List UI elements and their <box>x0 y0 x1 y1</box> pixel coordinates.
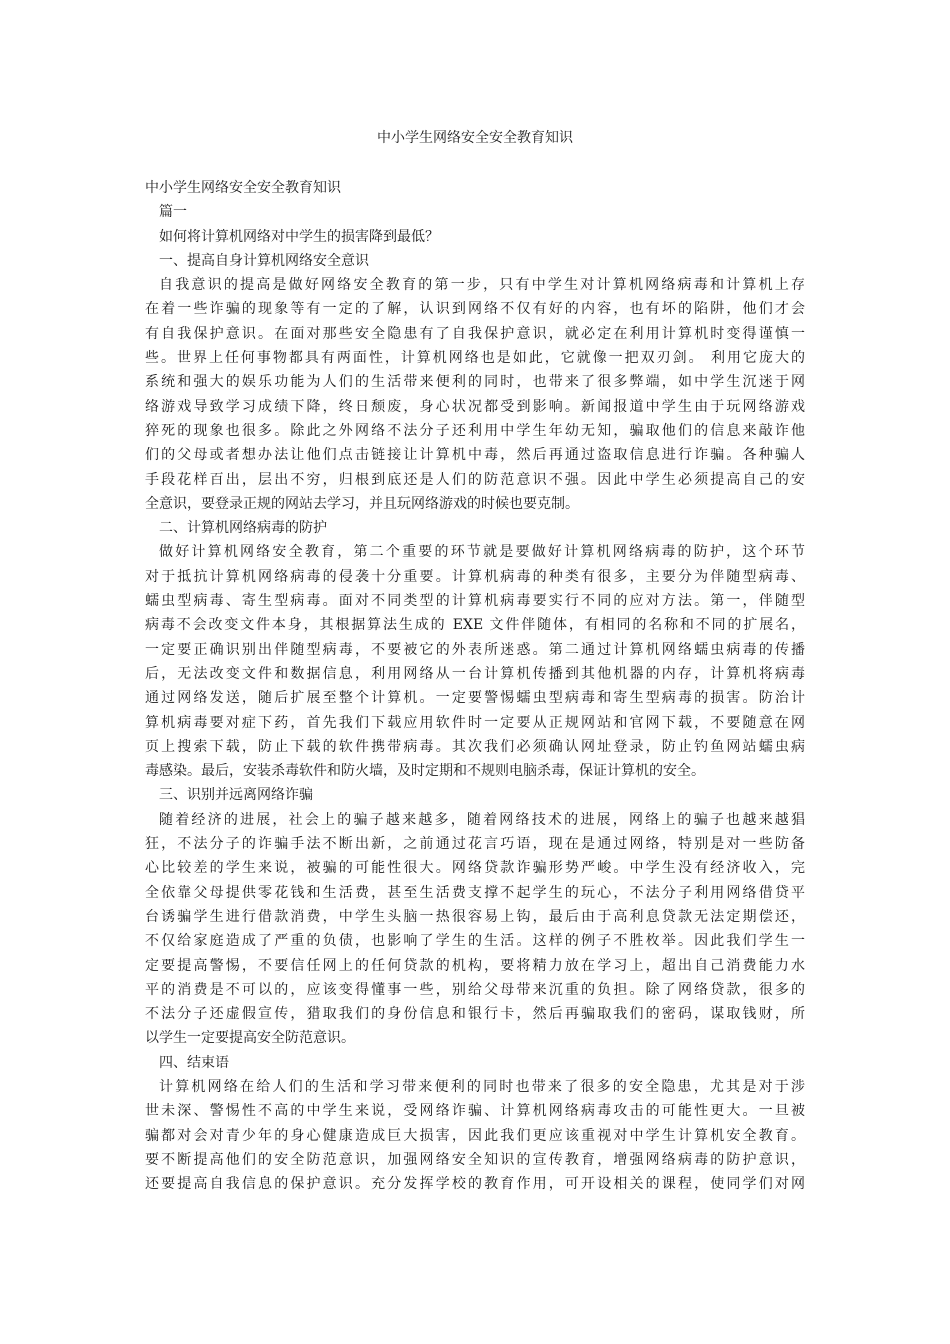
text-line: 通过网络发送，随后扩展至整个计算机。一定要警惕蠕虫型病毒和寄生型病毒的损害。防治计 <box>145 690 805 707</box>
text-line: 狂，不法分子的诈骗手法不断出新，之前通过花言巧语，现在是通过网络，特别是对一些防备 <box>145 836 805 853</box>
text-line: 平的消费是不可以的，应该变得懂事一些，别给父母带来沉重的负担。除了网络贷款，很多的 <box>145 981 805 998</box>
text-line: 后，无法改变文件和数据信息，利用网络从一台计算机传播到其他机器的内存，计算机将病毒 <box>145 665 805 682</box>
text-line: 中小学生网络安全安全教育知识 <box>145 180 341 196</box>
text-line: 手段花样百出，层出不穷，归根到底还是人们的防范意识不强。因此中学生必须提高自己的安 <box>145 471 805 488</box>
text-line: 骗都对会对青少年的身心健康造成巨大损害，因此我们更应该重视对中学生计算机安全教育。 <box>145 1127 805 1144</box>
text-line: 还要提高自我信息的保护意识。充分发挥学校的教育作用，可开设相关的课程，使同学们对网 <box>145 1176 805 1193</box>
text-line: 全意识，要登录正规的网站去学习，并且玩网络游戏的时候也要克制。 <box>145 495 579 512</box>
text-line: 算机病毒要对症下药，首先我们下载应用软件时一定要从正规网站和官网下载，不要随意在网 <box>145 714 805 731</box>
text-line: 系统和强大的娱乐功能为人们的生活带来便利的同时，也带来了很多弊端，如中学生沉迷于网 <box>145 374 805 391</box>
document-body <box>145 176 805 1196</box>
text-line: 心比较差的学生来说，被骗的可能性很大。网络贷款诈骗形势严峻。中学生没有经济收入，完 <box>145 860 805 877</box>
text-line: 自我意识的提高是做好网络安全教育的第一步，只有中学生对计算机网络病毒和计算机上存 <box>159 277 805 294</box>
text-line: 一定要正确识别出伴随型病毒，不要被它的外表所迷惑。第二通过计算机网络蠕虫病毒的传播 <box>145 641 805 658</box>
text-line: 篇一 <box>159 204 187 221</box>
text-line: 随着经济的进展，社会上的骗子越来越多，随着网络技术的进展，网络上的骗子也越来越猖 <box>159 811 805 828</box>
text-line: 二、计算机网络病毒的防护 <box>159 520 327 537</box>
text-line: 做好计算机网络安全教育，第二个重要的环节就是要做好计算机网络病毒的防护，这个环节 <box>159 544 805 561</box>
page-title: 中小学生网络安全安全教育知识 <box>377 130 573 146</box>
text-line: 对于抵抗计算机网络病毒的侵袭十分重要。计算机病毒的种类有很多，主要分为伴随型病毒、 <box>145 568 805 585</box>
text-line: 一、提高自身计算机网络安全意识 <box>159 252 369 269</box>
text-line: 全依靠父母提供零花钱和生活费，甚至生活费支撑不起学生的玩心，不法分子利用网络借贷平 <box>145 884 805 901</box>
text-line: 病毒不会改变文件本身，其根据算法生成的 EXE 文件伴随体，有相同的名称和不同的扩展名， <box>145 617 805 634</box>
text-line: 些。世界上任何事物都具有两面性，计算机网络也是如此，它就像一把双刃剑。 利用它庞大的 <box>145 350 805 367</box>
text-line: 页上搜索下载，防止下载的软件携带病毒。其次我们必须确认网址登录，防止钓鱼网站蠕虫病 <box>145 738 805 755</box>
text-line: 定要提高警惕，不要信任网上的任何贷款的机构，要将精力放在学习上，超出自己消费能力水 <box>145 957 805 974</box>
text-line: 台诱骗学生进行借款消费，中学生头脑一热很容易上钩，最后由于高利息贷款无法定期偿还， <box>145 908 805 925</box>
text-line: 如何将计算机网络对中学生的损害降到最低？ <box>159 228 439 245</box>
text-line: 在着一些诈骗的现象等有一定的了解，认识到网络不仅有好的内容，也有坏的陷阱，他们才会 <box>145 301 805 318</box>
text-line: 四、结束语 <box>159 1054 229 1071</box>
text-line: 不法分子还虚假宣传，猎取我们的身份信息和银行卡，然后再骗取我们的密码，谋取钱财，所 <box>145 1006 805 1023</box>
text-line: 毒感染。最后，安装杀毒软件和防火墙，及时定期和不规则电脑杀毒，保证计算机的安全。 <box>145 763 705 780</box>
text-line: 世未深、警惕性不高的中学生来说，受网络诈骗、计算机网络病毒攻击的可能性更大。一旦被 <box>145 1103 805 1120</box>
text-line: 猝死的现象也很多。除此之外网络不法分子还利用中学生年幼无知，骗取他们的信息来敲诈他 <box>145 422 805 439</box>
text-line: 有自我保护意识。在面对那些安全隐患有了自我保护意识，就必定在利用计算机时变得谨慎一 <box>145 325 805 342</box>
text-line: 三、识别并远离网络诈骗 <box>159 787 313 804</box>
text-line: 络游戏导致学习成绩下降，终日颓废，身心状况都受到影响。新闻报道中学生由于玩网络游戏 <box>145 398 805 415</box>
text-line: 不仅给家庭造成了严重的负债，也影响了学生的生活。这样的例子不胜枚举。因此我们学生一 <box>145 933 805 950</box>
text-line: 要不断提高他们的安全防范意识，加强网络安全知识的宣传教育，增强网络病毒的防护意识， <box>145 1151 805 1168</box>
text-line: 计算机网络在给人们的生活和学习带来便利的同时也带来了很多的安全隐患，尤其是对于涉 <box>159 1078 805 1095</box>
text-line: 们的父母或者想办法让他们点击链接让计算机中毒，然后再通过盗取信息进行诈骗。各种骗人 <box>145 447 805 464</box>
text-line: 蠕虫型病毒、寄生型病毒。面对不同类型的计算机病毒要实行不同的应对方法。第一，伴随型 <box>145 593 805 610</box>
text-line: 以学生一定要提高安全防范意识。 <box>145 1030 355 1047</box>
